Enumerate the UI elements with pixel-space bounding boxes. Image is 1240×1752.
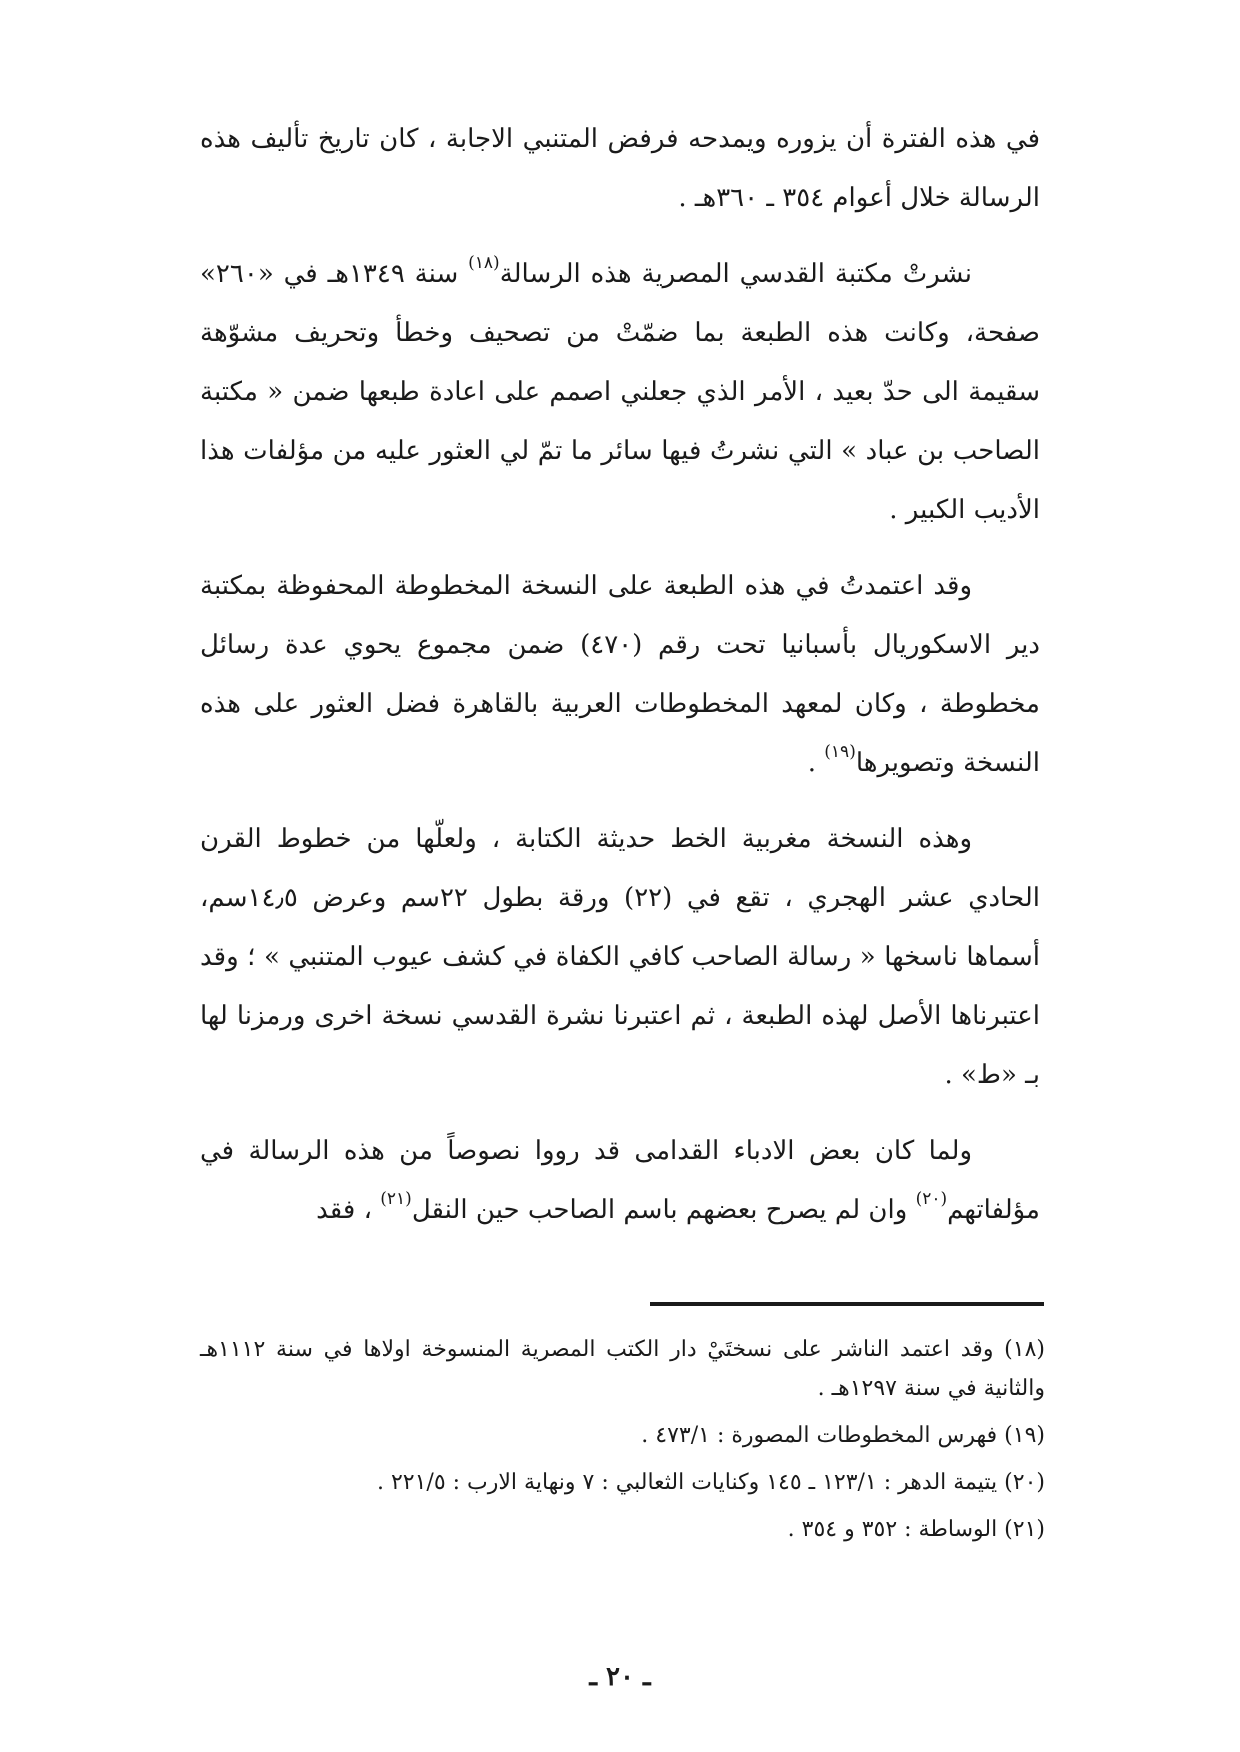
paragraph-3-after: .	[807, 748, 825, 778]
footnotes	[200, 1330, 1045, 1557]
page-number: ـ ٢٠ ـ	[589, 1662, 651, 1692]
paragraph-4	[200, 810, 1040, 1105]
body-text	[200, 110, 1040, 1257]
footnote-ref-20: (٢٠)	[915, 1189, 948, 1209]
paragraph-5-after: ، فقد	[316, 1195, 381, 1225]
paragraph-2-after: سنة ١٣٤٩هـ في «٢٦٠» صفحة، وكانت هذه الطبعة بما ضمّتْ من تصحيف وخطأ وتحريف مشوّهة سقيمة الى حدّ بعيد ، الأمر الذي جعلني اصمم على اعادة طبعها ضمن « مكتبة الصاحب بن عباد » التي نشرتُ فيها سائر ما تمّ لي العثور عليه من مؤلفات هذا الأديب الكبير .	[200, 259, 1040, 525]
footnote-ref-19: (١٩)	[824, 742, 856, 762]
paragraph-1	[200, 110, 1040, 228]
footnote-separator-rule	[650, 1302, 1044, 1306]
footnote-ref-18: (١٨)	[468, 253, 500, 273]
paragraph-3-before: وقد اعتمدتُ في هذه الطبعة على النسخة المخطوطة المحفوظة بمكتبة دير الاسكوريال بأسبانيا تحت رقم (٤٧٠) ضمن مجموع يحوي عدة رسائل مخطوطة ، وكان لمعهد المخطوطات العربية بالقاهرة فضل العثور على هذه النسخة وتصويرها	[200, 571, 1040, 778]
footnote-20: (٢٠) يتيمة الدهر : ١٢٣/١ ـ ١٤٥ وكنايات الثعالبي : ٧ ونهاية الارب : ٢٢١/٥ .	[376, 1470, 1045, 1495]
paragraph-3	[200, 557, 1040, 793]
footnote-19: (١٩) فهرس المخطوطات المصورة : ٤٧٣/١ .	[641, 1423, 1045, 1448]
paragraph-5-middle: وان لم يصرح بعضهم باسم الصاحب حين النقل	[411, 1195, 916, 1225]
paragraph-1-text: في هذه الفترة أن يزوره ويمدحه فرفض المتنبي الاجابة ، كان تاريخ تأليف هذه الرسالة خلال أعوام ٣٥٤ ـ ٣٦٠هـ .	[200, 124, 1040, 213]
paragraph-2-before: نشرتْ مكتبة القدسي المصرية هذه الرسالة	[499, 259, 972, 289]
paragraph-2	[200, 245, 1040, 540]
footnote-21: (٢١) الوساطة : ٣٥٢ و ٣٥٤ .	[787, 1517, 1045, 1542]
paragraph-5-before: ولما كان بعض الادباء القدامى قد رووا نصوصاً من هذه الرسالة في مؤلفاتهم	[200, 1136, 1040, 1225]
footnote-18: (١٨) وقد اعتمد الناشر على نسختَيْ دار الكتب المصرية المنسوخة اولاها في سنة ١١١٢هـ والثانية في سنة ١٢٩٧هـ .	[200, 1337, 1045, 1401]
footnote-ref-21: (٢١)	[380, 1189, 412, 1209]
paragraph-4-text: وهذه النسخة مغربية الخط حديثة الكتابة ، ولعلّها من خطوط القرن الحادي عشر الهجري ، تقع في (٢٢) ورقة بطول ٢٢سم وعرض ١٤٫٥سم، أسماها ناسخها « رسالة الصاحب كافي الكفاة في كشف عيوب المتنبي » ؛ وقد اعتبرناها الأصل لهذه الطبعة ، ثم اعتبرنا نشرة القدسي نسخة اخرى ورمزنا لها بـ «ط» .	[200, 824, 1040, 1090]
paragraph-5	[200, 1122, 1040, 1240]
